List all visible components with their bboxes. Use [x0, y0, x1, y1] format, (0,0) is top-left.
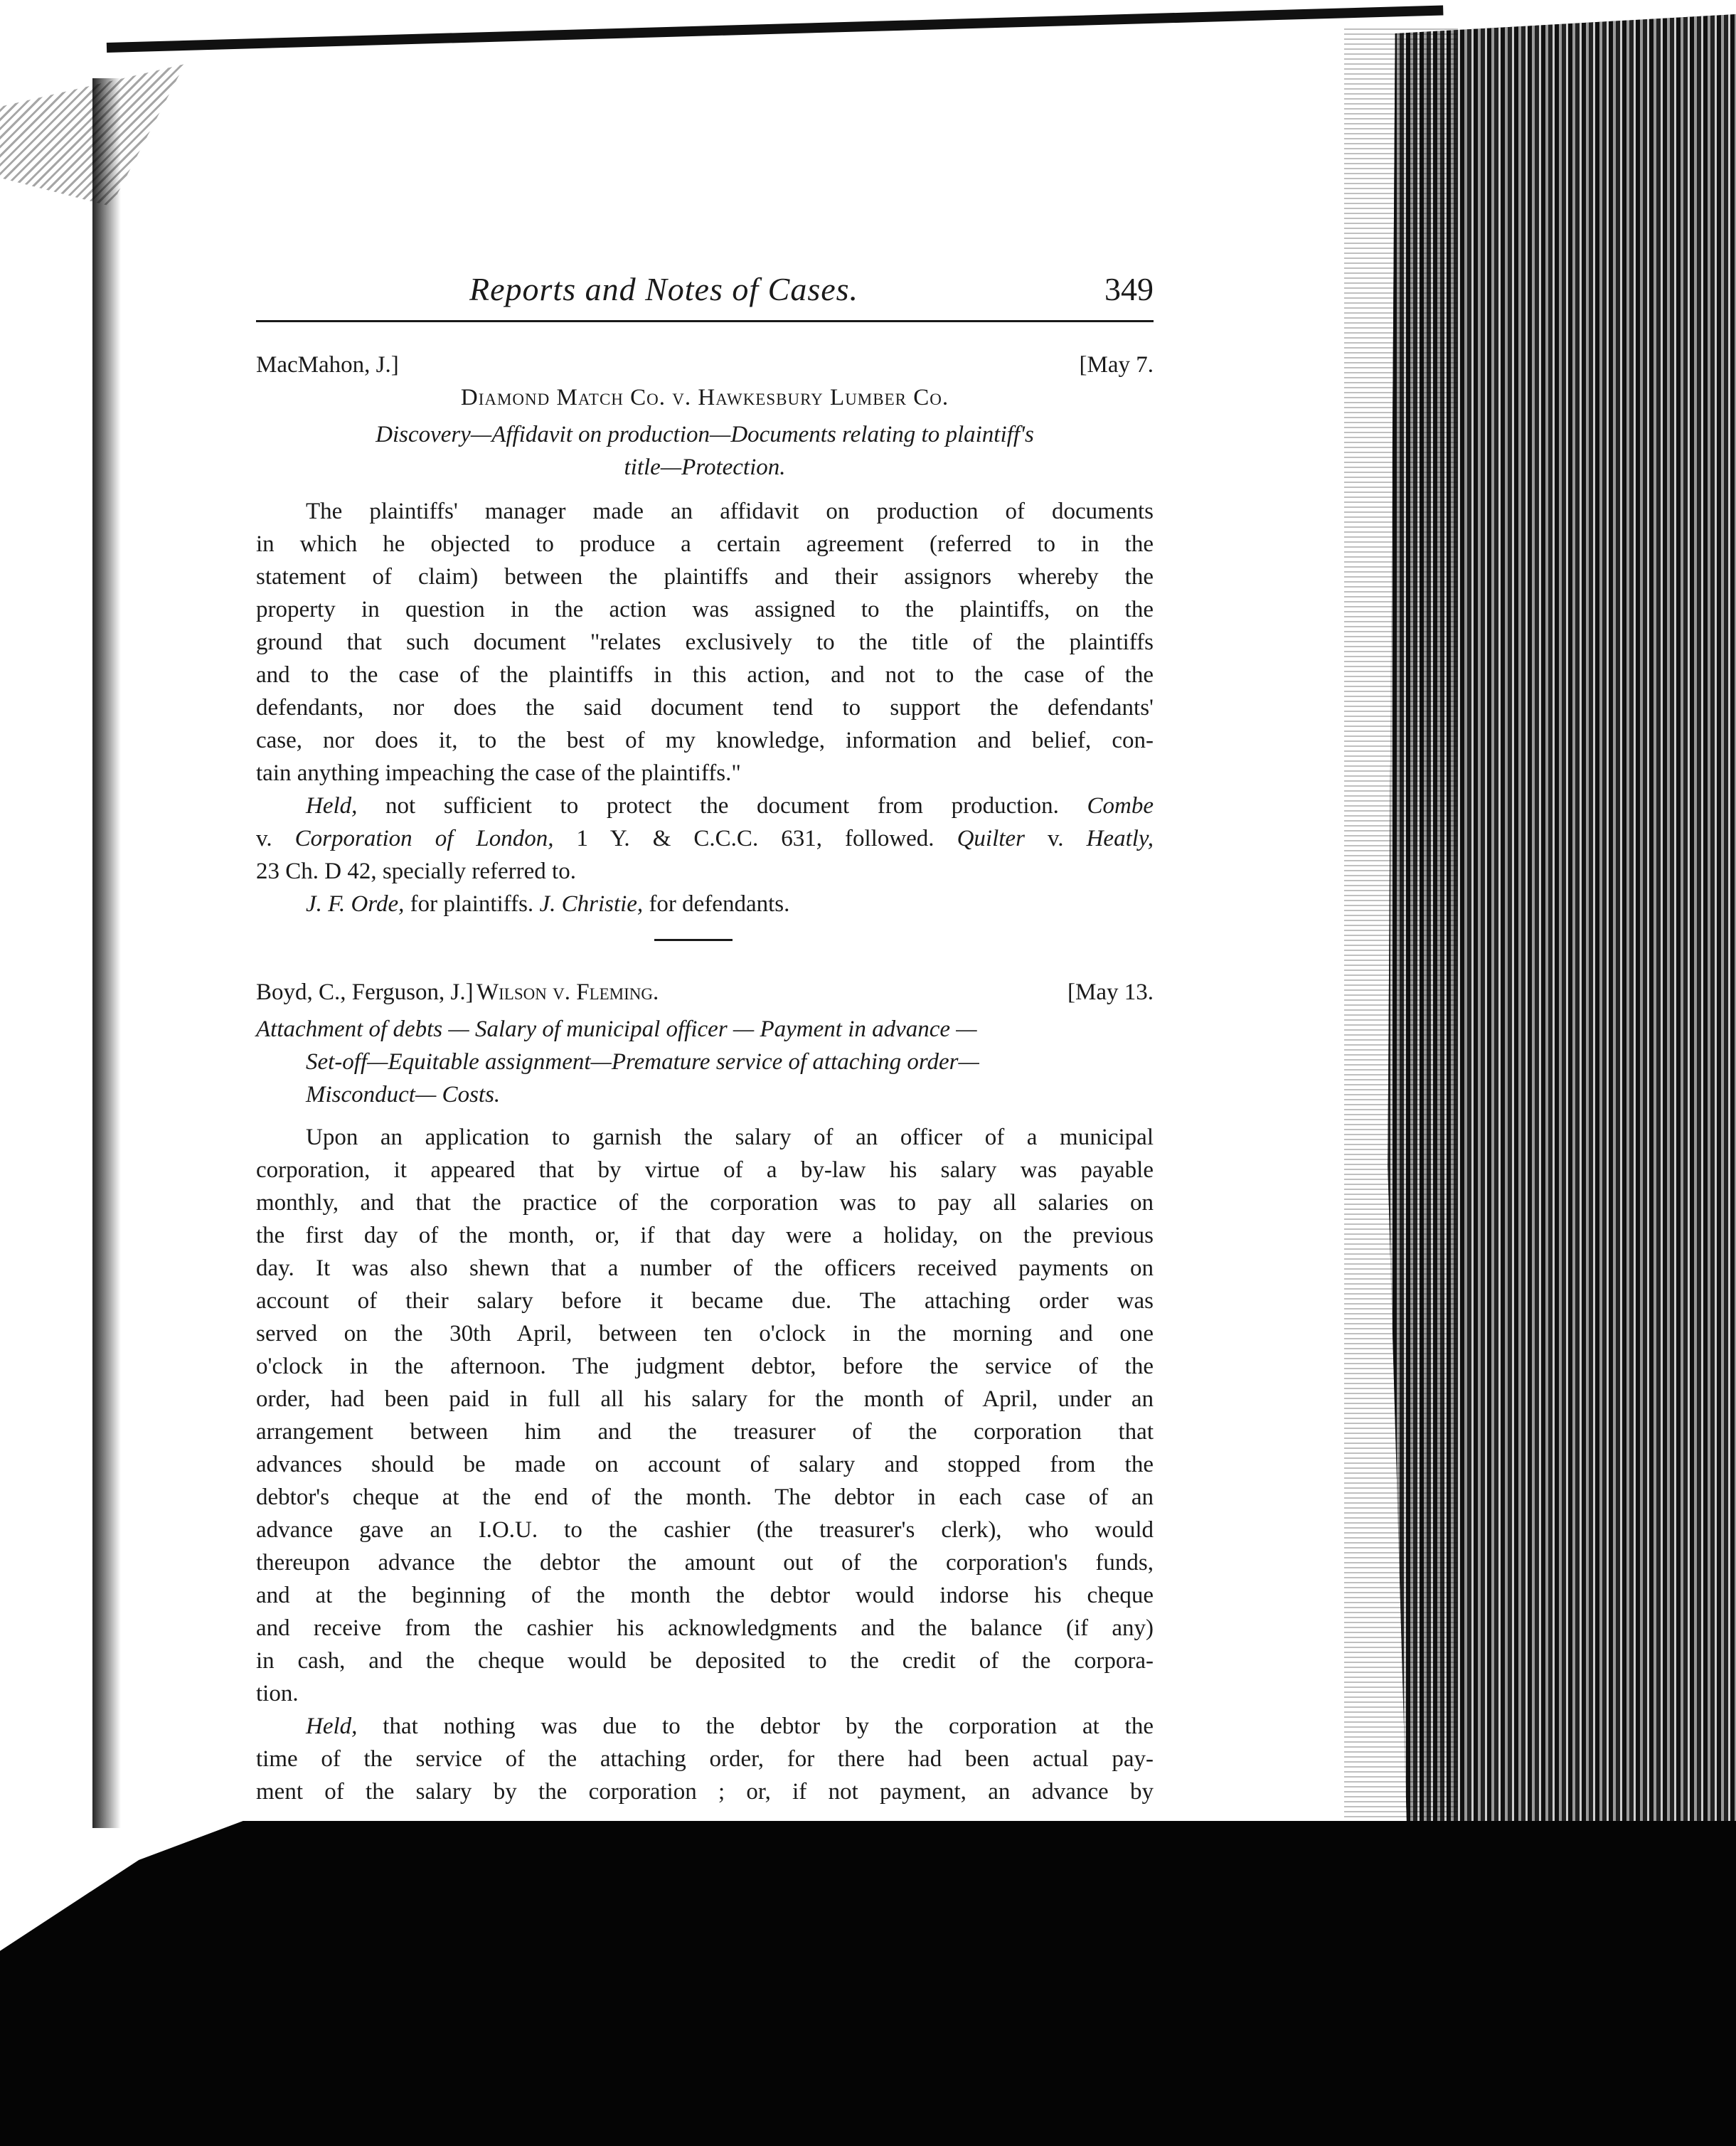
case2-para-line: and receive from the cashier his acknowledgments and the balance (if any) [256, 1615, 1154, 1641]
page-number: 349 [1104, 271, 1154, 307]
case2-para-line: o'clock in the afternoon. The judgment debtor, before the service of the [256, 1354, 1154, 1379]
case1-para-line: property in question in the action was assigned to the plaintiffs, on the [256, 597, 1154, 622]
held-text: v. [1024, 826, 1087, 851]
case1-para-line: defendants, nor does the said document tend to support the defendants' [256, 695, 1154, 721]
held-label: Held, [306, 793, 358, 819]
case2-para-line: and at the beginning of the month the debtor would indorse his cheque [256, 1583, 1154, 1608]
held-label: Held, [306, 1714, 358, 1739]
case2-para-line: Upon an application to garnish the salary of an officer of a municipal [306, 1125, 1154, 1150]
case1-held-line-2 [256, 822, 1154, 855]
case2-para-line: debtor's cheque at the end of the month. The debtor in each case of an [256, 1484, 1154, 1510]
case1-para-line: tain anything impeaching the case of the plaintiffs." [256, 760, 741, 786]
case2-held-line-3: ment of the salary by the corporation ; or, if not payment, an advance by [256, 1779, 1154, 1805]
case-divider [654, 939, 733, 941]
held-text: 1 Y. & C.C.C. 631, followed. [553, 826, 934, 851]
case2-catchwords-1: Attachment of debts — Salary of municipal officer — Payment in advance — [256, 1016, 977, 1042]
case2-para-line: monthly, and that the practice of the corporation was to pay all salaries on [256, 1190, 1154, 1216]
case2-held-line-2: time of the service of the attaching order, for there had been actual pay- [256, 1746, 1154, 1772]
case1-para-line: and to the case of the plaintiffs in this action, and not to the case of the [256, 662, 1154, 688]
case2-para-line: in cash, and the cheque would be deposited to the credit of the corpora- [256, 1648, 1154, 1674]
case2-para-line: tion. [256, 1681, 299, 1706]
case2-para-line: order, had been paid in full all his salary for the month of April, under an [256, 1386, 1154, 1412]
case1-catchwords-1: Discovery—Affidavit on production—Documents relating to plaintiff's [376, 422, 1034, 447]
held-text: v. [256, 826, 295, 851]
case2-para-line: thereupon advance the debtor the amount out of the corporation's funds, [256, 1550, 1154, 1576]
case1-para-line: The plaintiffs' manager made an affidavit on production of documents [306, 499, 1154, 524]
held-text: not sufficient to protect the document from production. [357, 793, 1059, 819]
book-edge-shadow [1344, 28, 1458, 1906]
case2-title: Wilson v. Fleming. [476, 979, 659, 1005]
case1-judge-line [256, 349, 1154, 381]
case2-para-line: arrangement between him and the treasurer of the corporation that [256, 1419, 1154, 1445]
case2-para-line: account of their salary before it became due. The attaching order was [256, 1288, 1154, 1314]
header-rule [256, 320, 1154, 322]
running-head [256, 270, 1154, 320]
case2-catchwords-2: Set-off—Equitable assignment—Premature service of attaching order— [306, 1049, 979, 1075]
case2-held-line-1 [256, 1710, 1154, 1743]
counsel-role: for defendants. [643, 891, 790, 917]
case2-para-line: advances should be made on account of salary and stopped from the [256, 1452, 1154, 1477]
held-text: that nothing was due to the debtor by the corporation at the [357, 1714, 1154, 1739]
case2-para-line: day. It was also shewn that a number of the officers received payments on [256, 1255, 1154, 1281]
case1-para-line: ground that such document "relates exclusively to the title of the plaintiffs [256, 630, 1154, 655]
case2-para-line: corporation, it appeared that by virtue of a by-law his salary was payable [256, 1157, 1154, 1183]
case-citation: Corporation of London, [294, 826, 554, 851]
case1-catchwords-2: title—Protection. [624, 455, 786, 480]
case-citation: Combe [1087, 793, 1154, 819]
case1-para-line: statement of claim) between the plaintiffs and their assignors whereby the [256, 564, 1154, 590]
scan-left-shadow [92, 78, 121, 1828]
plaintiff-counsel: J. F. Orde, [306, 891, 405, 917]
case2-catchwords-3: Misconduct— Costs. [306, 1082, 501, 1107]
case1-counsel [256, 888, 1154, 920]
case2-para-line: served on the 30th April, between ten o'clock in the morning and one [256, 1321, 1154, 1346]
page [256, 270, 1154, 1892]
case-citation: Quilter [957, 826, 1025, 851]
scan-top-edge [107, 6, 1444, 53]
counsel-role: for plaintiffs. [404, 891, 534, 917]
case1-date: [May 7. [1079, 352, 1154, 378]
case2-para-line: the first day of the month, or, if that day were a holiday, on the previous [256, 1223, 1154, 1248]
case2-judges: Boyd, C., Ferguson, J.] [256, 979, 474, 1005]
case1-para-line: in which he objected to produce a certain agreement (referred to in the [256, 531, 1154, 557]
case-citation: Heatly, [1086, 826, 1154, 851]
case2-para-line: advance gave an I.O.U. to the cashier (the treasurer's clerk), who would [256, 1517, 1154, 1543]
running-title: Reports and Notes of Cases. [469, 271, 859, 307]
case2-date: [May 13. [1067, 979, 1154, 1005]
case1-held-line-3: 23 Ch. D 42, specially referred to. [256, 859, 576, 884]
case2-judge-line [256, 976, 1154, 1009]
case1-judge: MacMahon, J.] [256, 352, 399, 378]
case1-held-line-1 [256, 790, 1154, 822]
case1-para-line: case, nor does it, to the best of my knowledge, information and belief, con- [256, 728, 1154, 753]
defendant-counsel: J. Christie, [539, 891, 644, 917]
case1-title: Diamond Match Co. v. Hawkesbury Lumber Co. [460, 385, 949, 410]
